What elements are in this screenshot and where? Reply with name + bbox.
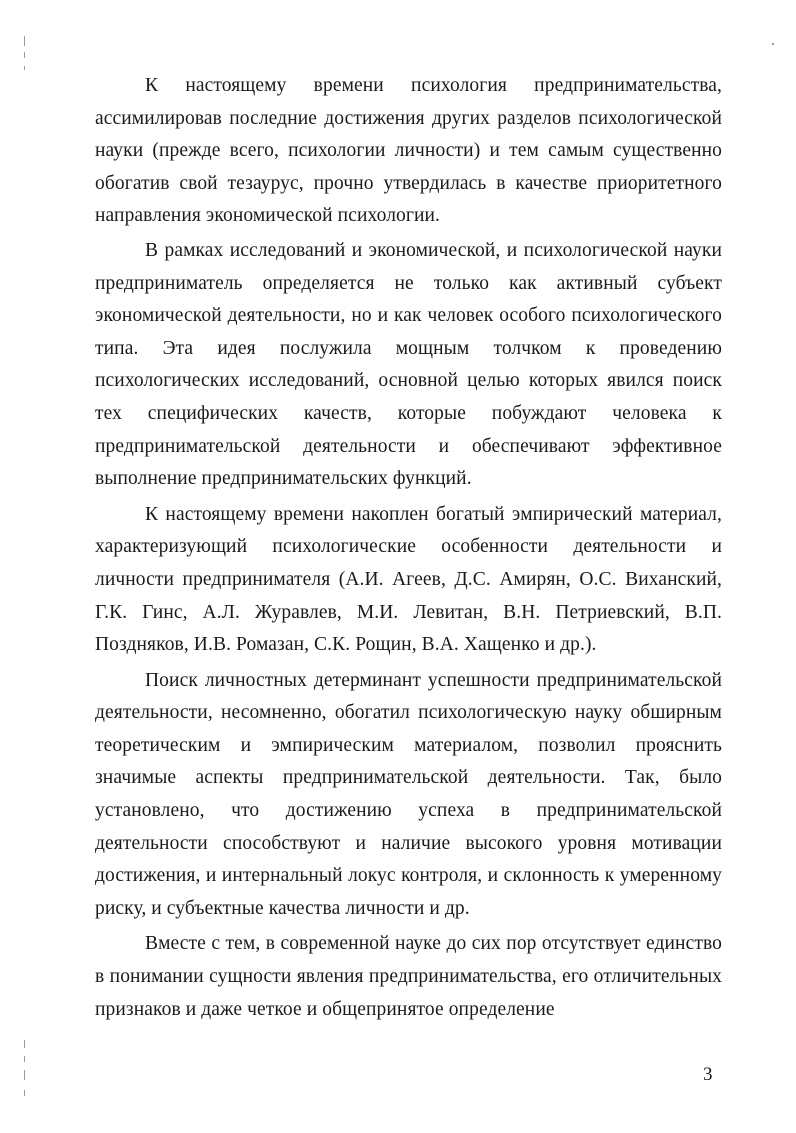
scan-margin-mark	[24, 1070, 25, 1080]
scan-margin-mark	[24, 52, 25, 58]
document-body	[95, 70, 722, 1029]
paragraph-4: Поиск личностных детерминант успешности предпринимательской деятельности, несомненно, обогатил психологическую науку обширным теоретическим и эмпирическим материалом, позволил прояснить значимые аспекты предпринимательской деятельности. Так, было установлено, что достижению успеха в предпринимательской деятельности способствуют и наличие высокого уровня мотивации достижения, и интернальный локус контроля, и склонность к умеренному риску, и субъектные качества личности и др.	[95, 669, 722, 919]
scan-margin-mark	[24, 1056, 25, 1062]
paragraph-1: К настоящему времени психология предпринимательства, ассимилировав последние достижения других разделов психологической науки (прежде всего, психологии личности) и тем самым существенно обогатив свой тезаурус, прочно утвердилась в качестве приоритетного направления экономической психологии.	[95, 75, 722, 227]
scan-margin-mark	[24, 1040, 25, 1048]
paragraph-2: В рамках исследований и экономической, и психологической науки предприниматель определяется не только как активный субъект экономической деятельности, но и как человек особого психологического типа. Эта идея послужила мощным толчком к проведению психологических исследований, основной целью которых явился поиск тех специфических качеств, которые побуждают человека к предпринимательской деятельности и обеспечивают эффективное выполнение предпринимательских функций.	[95, 239, 722, 490]
scan-speck	[772, 43, 774, 45]
scan-margin-mark	[24, 36, 25, 46]
page-number: 3	[703, 1064, 713, 1085]
scan-margin-mark	[24, 66, 25, 70]
paragraph-5: Вместе с тем, в современной науке до сих пор отсутствует единство в понимании сущности явления предпринимательства, его отличительных признаков и даже четкое и общепринятое определение	[95, 933, 722, 1020]
scan-margin-mark	[24, 1090, 25, 1096]
paragraph-3: К настоящему времени накоплен богатый эмпирический материал, характеризующий психологические особенности деятельности и личности предпринимателя (А.И. Агеев, Д.С. Амирян, О.С. Виханский, Г.К. Гинс, А.Л. Журавлев, М.И. Левитан, В.Н. Петриевский, В.П. Поздняков, И.В. Ромазан, С.К. Рощин, В.А. Хащенко и др.).	[95, 503, 722, 656]
